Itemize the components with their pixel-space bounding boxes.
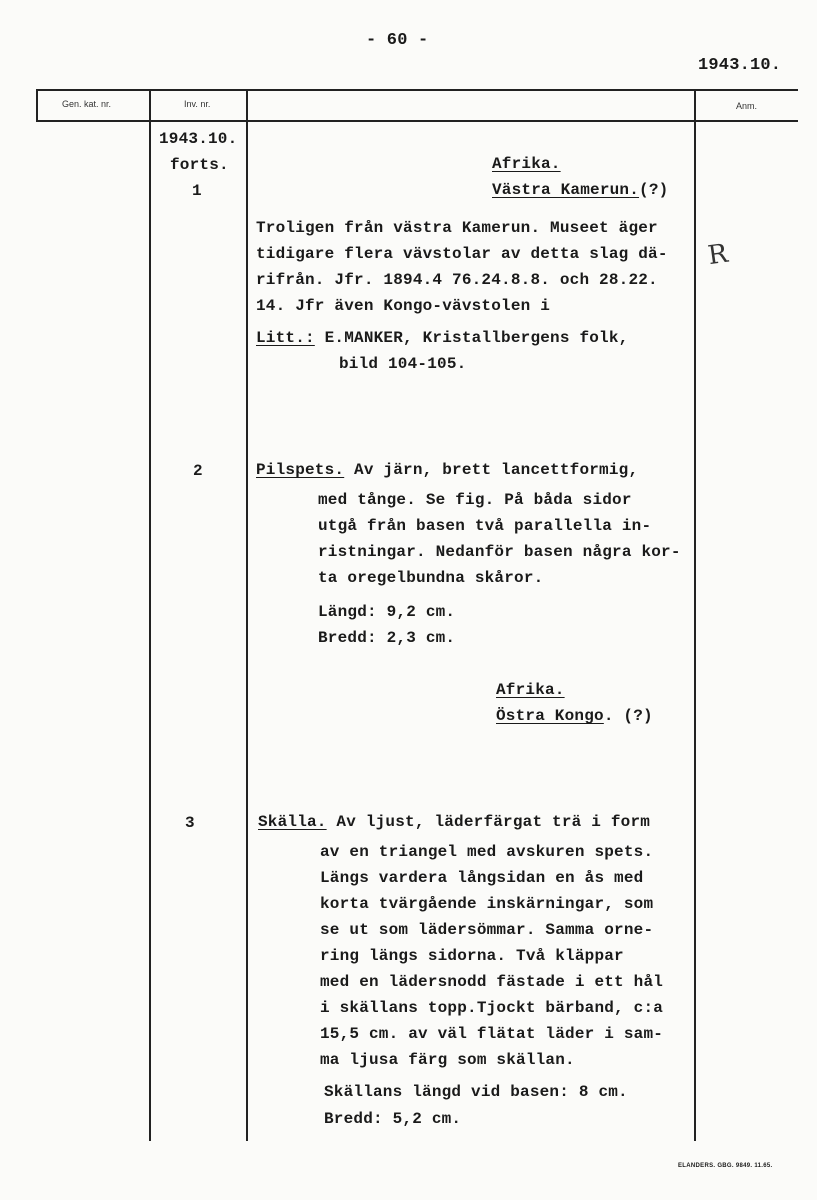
entry2-width: Bredd: 2,3 cm. [318,629,456,647]
entry1-line: Troligen från västra Kamerun. Museet äger [256,219,658,237]
column-header-anm: Anm. [736,101,758,111]
entry3-line: se ut som lädersömmar. Samma orne- [320,921,654,939]
margin-note-handwritten: R [706,238,730,272]
column-divider-1 [36,89,38,121]
region2-place-suffix: . (?) [603,707,653,725]
page-number: - 60 - [366,31,429,50]
entry2-length: Längd: 9,2 cm. [318,603,456,621]
entry3-line: ma ljusa färg som skällan. [320,1051,575,1069]
litt-reference-pages: bild 104-105. [339,355,467,373]
column-divider-4 [694,89,696,1141]
region2-place [496,707,653,725]
entry2-title: Pilspets. [256,461,345,479]
entry2-first-line [256,461,638,479]
entry3-line: 15,5 cm. av väl flätat läder i sam- [320,1025,664,1043]
entry2-line: med tånge. Se fig. På båda sidor [318,491,632,509]
column-divider-2 [149,89,151,1141]
entry3-width: Bredd: 5,2 cm. [324,1110,462,1128]
inv-year: 1943.10. [159,130,238,148]
entry1-line: tidigare flera vävstolar av detta slag dä- [256,245,668,263]
entry2-line: utgå från basen två parallella in- [318,517,652,535]
litt-reference: E.MANKER, Kristallbergens folk, [314,329,629,347]
entry3-line: Längs vardera långsidan en ås med [320,869,644,887]
entry2-line: ristningar. Nedanför basen några kor- [318,543,681,561]
entry3-line: i skällans topp.Tjockt bärband, c:a [320,999,664,1017]
entry3-line: korta tvärgående inskärningar, som [320,895,654,913]
entry1-place-suffix: (?) [639,181,669,199]
entry1-line: 14. Jfr även Kongo-vävstolen i [256,297,551,315]
entry3-line: av en triangel med avskuren spets. [320,843,654,861]
entry3-title: Skälla. [258,813,327,831]
entry3-body [320,839,663,1073]
year-heading: 1943.10. [698,56,782,75]
entry1-literature [256,329,628,347]
entry3-first-line [258,813,650,831]
entry2-first-rest: Av järn, brett lancettformig, [344,461,639,479]
region2-region: Afrika. [496,681,565,699]
inv-number-3: 3 [185,814,195,832]
column-header-gen-kat: Gen. kat. nr. [62,99,112,109]
entry3-length: Skällans längd vid basen: 8 cm. [324,1083,628,1101]
inv-forts: forts. [170,156,229,174]
litt-label: Litt.: [256,329,315,347]
entry1-region: Afrika. [492,155,561,173]
entry1-place [492,181,668,199]
inv-number-1: 1 [192,182,202,200]
entry1-line: rifrån. Jfr. 1894.4 76.24.8.8. och 28.22. [256,271,658,289]
entry3-first-rest: Av ljust, läderfärgat trä i form [326,813,651,831]
entry1-body [256,215,668,319]
entry2-line: ta oregelbundna skåror. [318,569,544,587]
entry3-line: ring längs sidorna. Två kläppar [320,947,624,965]
region2-place-name: Östra Kongo [496,707,604,725]
entry2-body [318,487,681,591]
column-header-inv: Inv. nr. [184,99,211,109]
column-divider-3 [246,89,248,1141]
entry3-line: med en lädersnodd fästade i ett hål [320,973,664,991]
inv-number-2: 2 [193,462,203,480]
printer-footer: ELANDERS. GBG. 9849. 11.65. [678,1163,773,1169]
entry1-place-name: Västra Kamerun. [492,181,640,199]
